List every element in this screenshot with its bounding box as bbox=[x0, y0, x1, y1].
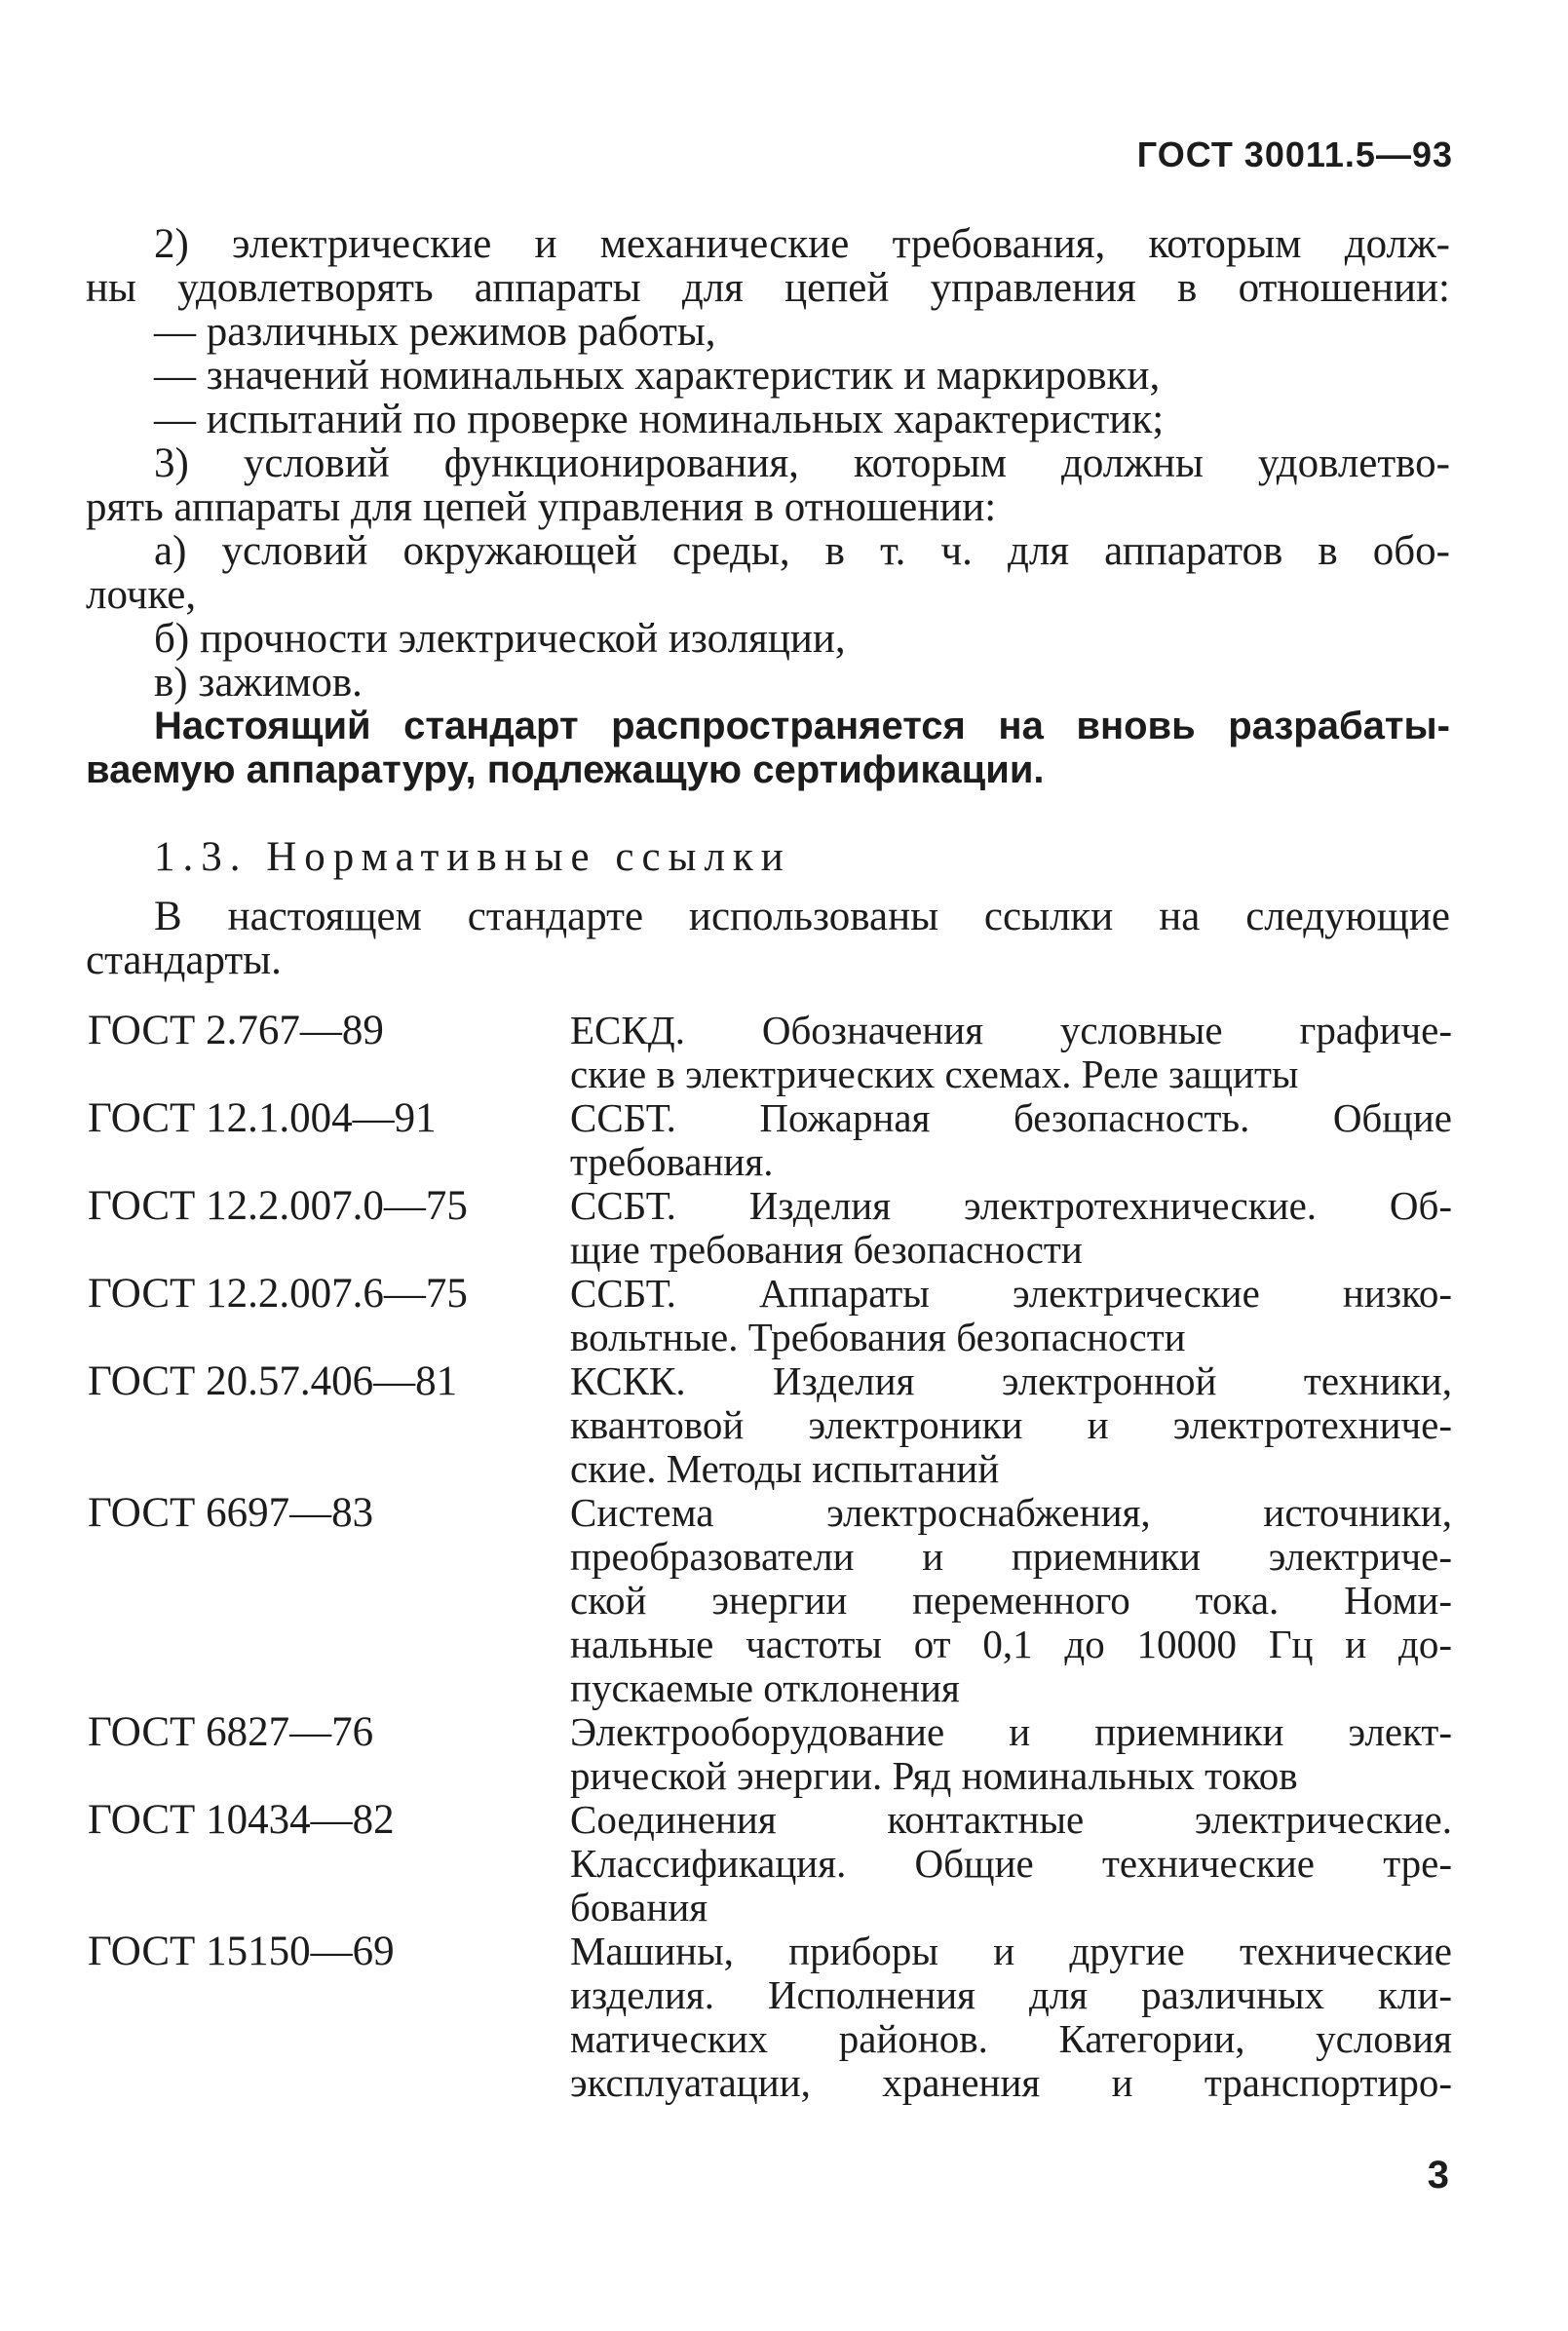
reference-description bbox=[570, 1359, 1452, 1491]
reference-code: ГОСТ 12.1.004—91 bbox=[88, 1095, 437, 1141]
reference-row bbox=[88, 1930, 1452, 2105]
reference-description bbox=[570, 1184, 1452, 1272]
reference-description-line: требования. bbox=[570, 1139, 774, 1184]
item2-line2: ны удовлетворять аппараты для цепей управления в отношении: bbox=[86, 265, 1450, 311]
bold-statement-line2: ваемую аппаратуру, подлежащую сертификации. bbox=[86, 748, 1045, 791]
section-title: 1.3. Нормативные ссылки bbox=[154, 834, 791, 880]
reference-description-line: ССБТ. Аппараты электрические низко- bbox=[570, 1271, 1452, 1316]
item2-bullet: — различных режимов работы, bbox=[154, 309, 716, 355]
reference-description-line: пускаемые отклонения bbox=[570, 1665, 960, 1710]
reference-code: ГОСТ 2.767—89 bbox=[88, 1008, 384, 1053]
reference-description-line: КСКК. Изделия электронной техники, bbox=[570, 1358, 1452, 1403]
reference-description bbox=[570, 1096, 1452, 1184]
reference-description-line: Соединения контактные электрические. bbox=[570, 1797, 1452, 1842]
document-header-code: ГОСТ 30011.5—93 bbox=[1136, 134, 1453, 174]
item3-a-line2: лочке, bbox=[86, 572, 197, 618]
reference-description bbox=[570, 1009, 1452, 1096]
reference-description-line: щие требования безопасности bbox=[570, 1227, 1083, 1272]
reference-description-line: ССБТ. Пожарная безопасность. Общие bbox=[570, 1095, 1452, 1140]
reference-code: ГОСТ 20.57.406—81 bbox=[88, 1358, 458, 1404]
reference-description-line: эксплуатации, хранения и транспортиро- bbox=[570, 2060, 1452, 2105]
reference-description-line: ские. Методы испытаний bbox=[570, 1446, 1000, 1491]
reference-description-line: вольтные. Требования безопасности bbox=[570, 1315, 1186, 1359]
reference-description-line: бования bbox=[570, 1885, 708, 1930]
section-intro-line1: В настоящем стандарте использованы ссылки на следующие bbox=[154, 894, 1450, 939]
reference-description-line: Машины, приборы и другие технические bbox=[570, 1929, 1452, 1973]
page-number: 3 bbox=[1427, 2154, 1449, 2197]
reference-description-line: ские в электрических схемах. Реле защиты bbox=[570, 1051, 1299, 1096]
bold-statement-line1: Настоящий стандарт распространяется на вновь разрабаты- bbox=[154, 705, 1450, 747]
reference-description-line: квантовой электроники и электротехниче- bbox=[570, 1402, 1452, 1447]
reference-row bbox=[88, 1184, 1452, 1272]
reference-description-line: рической энергии. Ряд номинальных токов bbox=[570, 1753, 1298, 1798]
reference-description bbox=[570, 1930, 1452, 2105]
item3-line1: 3) условий функционирования, которым должны удовлетво- bbox=[154, 440, 1450, 486]
reference-row bbox=[88, 1798, 1452, 1930]
reference-description-line: преобразователи и приемники электриче- bbox=[570, 1534, 1452, 1579]
reference-row bbox=[88, 1009, 1452, 1096]
reference-description-line: ЕСКД. Обозначения условные графиче- bbox=[570, 1008, 1452, 1052]
item3-a-line1: а) условий окружающей среды, в т. ч. для аппаратов в обо- bbox=[154, 528, 1450, 574]
reference-row bbox=[88, 1491, 1452, 1710]
item2-bullet: — значений номинальных характеристик и маркировки, bbox=[154, 353, 1161, 399]
reference-description-line: ССБТ. Изделия электротехнические. Об- bbox=[570, 1183, 1452, 1228]
reference-code: ГОСТ 10434—82 bbox=[88, 1797, 395, 1843]
references-list bbox=[88, 1009, 1452, 2105]
reference-row bbox=[88, 1710, 1452, 1798]
section-intro-line2: стандарты. bbox=[86, 937, 282, 983]
reference-row bbox=[88, 1359, 1452, 1491]
reference-description-line: ской энергии переменного тока. Номи- bbox=[570, 1578, 1452, 1623]
item2-bullet: — испытаний по проверке номинальных характеристик; bbox=[154, 397, 1165, 442]
reference-description-line: изделия. Исполнения для различных кли- bbox=[570, 1972, 1452, 2017]
reference-description-line: матических районов. Категории, условия bbox=[570, 2016, 1452, 2061]
item3-c: в) зажимов. bbox=[154, 660, 363, 706]
reference-description-line: Классификация. Общие технические тре- bbox=[570, 1841, 1452, 1886]
item3-b: б) прочности электрической изоляции, bbox=[154, 616, 846, 662]
reference-description bbox=[570, 1798, 1452, 1930]
reference-description-line: нальные частоты от 0,1 до 10000 Гц и до- bbox=[570, 1622, 1452, 1666]
reference-description-line: Система электроснабжения, источники, bbox=[570, 1490, 1452, 1535]
reference-code: ГОСТ 12.2.007.0—75 bbox=[88, 1183, 468, 1229]
reference-row bbox=[88, 1272, 1452, 1359]
reference-description bbox=[570, 1491, 1452, 1710]
reference-description bbox=[570, 1710, 1452, 1798]
reference-description bbox=[570, 1272, 1452, 1359]
reference-code: ГОСТ 6697—83 bbox=[88, 1490, 374, 1536]
reference-code: ГОСТ 15150—69 bbox=[88, 1929, 395, 1974]
requirements-text bbox=[86, 222, 1450, 792]
item2-line1: 2) электрические и механические требования, которым долж- bbox=[154, 221, 1450, 267]
item3-line2: рять аппараты для цепей управления в отношении: bbox=[86, 484, 997, 530]
section-intro bbox=[86, 895, 1450, 982]
reference-code: ГОСТ 12.2.007.6—75 bbox=[88, 1271, 468, 1317]
reference-code: ГОСТ 6827—76 bbox=[88, 1709, 374, 1755]
reference-description-line: Электрооборудование и приемники элект- bbox=[570, 1709, 1452, 1754]
reference-row bbox=[88, 1096, 1452, 1184]
